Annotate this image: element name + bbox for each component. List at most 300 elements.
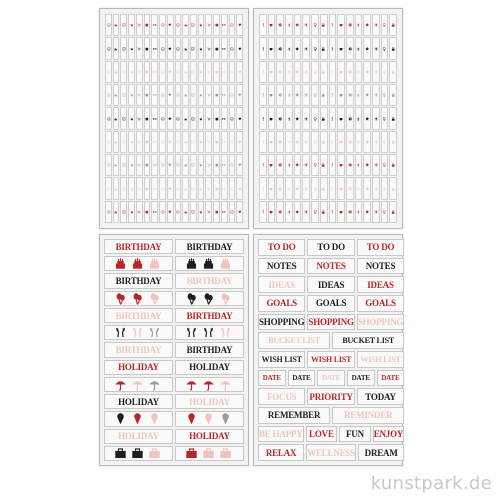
sticker-text: BUCKET LIST xyxy=(268,336,320,346)
cup-sticker xyxy=(268,107,276,129)
star-sticker xyxy=(363,177,371,199)
smiley-icon xyxy=(160,202,165,222)
plane-icon xyxy=(286,38,292,58)
smiley-icon xyxy=(160,132,165,152)
lock-sticker xyxy=(389,201,397,223)
sticker-text: IDEAS xyxy=(367,279,394,290)
plane-icon xyxy=(356,202,362,222)
gift-icon xyxy=(214,178,219,198)
plane-sticker xyxy=(355,131,363,153)
sticker-text: DATE xyxy=(292,373,311,382)
phone-icon xyxy=(199,62,204,82)
cup-icon xyxy=(338,155,344,175)
cup-icon xyxy=(269,108,275,128)
gift-icon xyxy=(145,132,150,152)
star-icon xyxy=(364,202,370,222)
star-icon xyxy=(364,132,370,152)
label-sticker xyxy=(357,258,404,275)
dumbbell-icon xyxy=(222,155,227,175)
thumb-icon xyxy=(183,85,188,105)
star-sticker xyxy=(294,201,302,223)
suitcase-icon xyxy=(114,447,129,460)
star-sticker xyxy=(294,84,302,106)
label-sticker xyxy=(258,239,305,256)
heart-sticker xyxy=(167,84,174,106)
cart-sticker xyxy=(205,154,212,176)
star-sticker xyxy=(294,14,302,36)
sun-sticker xyxy=(372,107,380,129)
exclaim-icon xyxy=(330,178,336,198)
star-icon xyxy=(295,85,301,105)
phone-sticker xyxy=(198,61,205,83)
thumb-icon xyxy=(114,202,119,222)
label-sticker xyxy=(347,370,375,387)
phone-sticker xyxy=(128,14,135,36)
cup-sticker xyxy=(337,177,345,199)
glasses-icon xyxy=(131,326,146,339)
gear-sticker xyxy=(276,201,284,223)
lock-sticker xyxy=(389,131,397,153)
plane-icon xyxy=(356,155,362,175)
gear-icon xyxy=(277,155,283,175)
lock-sticker xyxy=(389,61,397,83)
sticker-text: BIRTHDAY xyxy=(115,276,162,287)
check-sticker xyxy=(190,61,197,83)
lock-sticker xyxy=(389,84,397,106)
plane-icon xyxy=(286,202,292,222)
phone-sticker xyxy=(128,177,135,199)
label-sticker xyxy=(175,360,244,375)
heart-sticker xyxy=(236,131,243,153)
label-sticker xyxy=(307,239,354,256)
bulb-sticker xyxy=(311,177,319,199)
gear-icon xyxy=(277,178,283,198)
cake-icon xyxy=(148,257,163,270)
sticker-text: GOALS xyxy=(365,298,396,309)
cup-sticker xyxy=(337,107,345,129)
label-sticker xyxy=(104,273,173,288)
star-icon xyxy=(364,85,370,105)
star-sticker xyxy=(363,61,371,83)
check-sticker xyxy=(120,177,127,199)
bulb-sticker xyxy=(381,107,389,129)
umbrella-icon xyxy=(202,378,217,391)
star-icon xyxy=(295,15,301,35)
smiley-icon xyxy=(176,155,181,175)
sun-sticker xyxy=(372,131,380,153)
sun-icon xyxy=(373,85,379,105)
sun-icon xyxy=(373,178,379,198)
icecream-icon xyxy=(131,412,146,425)
label-sticker xyxy=(175,308,244,323)
cart-icon xyxy=(137,108,142,128)
icecream-icon xyxy=(219,412,234,425)
exclaim-sticker xyxy=(259,107,267,129)
exclaim-sticker xyxy=(259,131,267,153)
lock-icon xyxy=(390,202,396,222)
heart-sticker xyxy=(167,177,174,199)
heart-icon xyxy=(168,178,173,198)
gift-sticker xyxy=(213,201,220,223)
lock-icon xyxy=(321,178,327,198)
dumbbell-icon xyxy=(152,155,157,175)
label-sticker xyxy=(175,239,244,254)
watermark: kunstpark.de xyxy=(370,473,492,494)
smiley-sticker xyxy=(105,107,112,129)
umbrella-sticker-strip xyxy=(104,377,173,392)
lock-sticker xyxy=(389,14,397,36)
check-icon xyxy=(121,132,126,152)
gift-icon xyxy=(145,62,150,82)
sun-sticker xyxy=(302,154,310,176)
gear-sticker xyxy=(346,84,354,106)
cup-icon xyxy=(338,62,344,82)
cart-sticker xyxy=(136,154,143,176)
icecream-icon xyxy=(148,412,163,425)
gift-icon xyxy=(145,202,150,222)
cart-icon xyxy=(137,85,142,105)
bulb-icon xyxy=(382,108,388,128)
lock-sticker xyxy=(320,37,328,59)
lock-icon xyxy=(390,15,396,35)
bulb-sticker xyxy=(311,61,319,83)
gift-icon xyxy=(145,38,150,58)
exclaim-icon xyxy=(260,202,266,222)
check-sticker xyxy=(190,37,197,59)
smiley-sticker xyxy=(159,177,166,199)
exclaim-sticker xyxy=(259,177,267,199)
sticker-text: IDEAS xyxy=(317,279,345,290)
sticker-text: WISH LIST xyxy=(310,354,352,364)
check-sticker xyxy=(190,107,197,129)
exclaim-sticker xyxy=(329,201,337,223)
balloon-sticker-strip xyxy=(175,291,244,306)
thumb-sticker xyxy=(113,14,120,36)
cup-icon xyxy=(269,62,275,82)
thumb-icon xyxy=(183,202,188,222)
dumbbell-sticker xyxy=(221,107,228,129)
star-sticker xyxy=(363,131,371,153)
check-icon xyxy=(121,202,126,222)
sticker-text: LOVE xyxy=(309,428,334,439)
smiley-sticker xyxy=(175,37,182,59)
label-sticker xyxy=(358,444,404,461)
label-sticker xyxy=(306,444,356,461)
icecream-icon xyxy=(185,412,200,425)
sticker-text: NOTES xyxy=(316,260,346,271)
cake-icon xyxy=(219,257,234,270)
heart-sticker xyxy=(167,37,174,59)
gift-icon xyxy=(214,108,219,128)
gift-sticker xyxy=(144,107,151,129)
cart-icon xyxy=(137,15,142,35)
sun-sticker xyxy=(372,177,380,199)
bulb-icon xyxy=(312,108,318,128)
sticker-text: TODAY xyxy=(365,391,396,402)
gear-sticker xyxy=(346,37,354,59)
dumbbell-sticker xyxy=(151,14,158,36)
cup-sticker xyxy=(268,131,276,153)
exclaim-sticker xyxy=(329,14,337,36)
star-icon xyxy=(364,178,370,198)
smiley-icon xyxy=(106,38,111,58)
dumbbell-icon xyxy=(152,38,157,58)
sticker-text: NOTES xyxy=(365,260,396,271)
gear-icon xyxy=(347,15,353,35)
thumb-icon xyxy=(114,132,119,152)
cart-icon xyxy=(206,15,211,35)
sticker-text: HOLIDAY xyxy=(189,431,230,442)
lock-icon xyxy=(321,132,327,152)
suitcase-sticker-strip xyxy=(175,446,244,461)
phone-icon xyxy=(129,155,134,175)
smiley-sticker xyxy=(105,201,112,223)
smiley-sticker xyxy=(229,84,236,106)
bulb-sticker xyxy=(381,84,389,106)
smiley-sticker xyxy=(175,84,182,106)
heart-sticker xyxy=(236,177,243,199)
star-icon xyxy=(295,178,301,198)
label-sticker xyxy=(357,388,404,405)
label-sticker xyxy=(307,388,354,405)
cart-sticker xyxy=(136,177,143,199)
heart-sticker xyxy=(236,37,243,59)
check-sticker xyxy=(190,177,197,199)
plane-icon xyxy=(286,85,292,105)
heart-icon xyxy=(237,85,242,105)
dumbbell-sticker xyxy=(151,131,158,153)
sun-icon xyxy=(303,155,309,175)
dumbbell-icon xyxy=(222,202,227,222)
gear-icon xyxy=(347,62,353,82)
thumb-icon xyxy=(114,108,119,128)
dumbbell-icon xyxy=(222,62,227,82)
label-sticker xyxy=(258,444,304,461)
dumbbell-icon xyxy=(152,132,157,152)
sticker-text: HOLIDAY xyxy=(189,362,230,373)
label-sticker xyxy=(306,426,338,443)
bulb-sticker xyxy=(311,131,319,153)
sun-icon xyxy=(303,62,309,82)
dumbbell-sticker xyxy=(151,154,158,176)
phone-sticker xyxy=(128,37,135,59)
sticker-text: HOLIDAY xyxy=(118,396,159,407)
glasses-icon xyxy=(114,326,129,339)
gear-sticker xyxy=(276,14,284,36)
smiley-icon xyxy=(176,132,181,152)
lock-icon xyxy=(321,62,327,82)
exclaim-sticker xyxy=(329,131,337,153)
plane-icon xyxy=(356,108,362,128)
plane-icon xyxy=(356,38,362,58)
bulb-sticker xyxy=(381,37,389,59)
cart-icon xyxy=(137,62,142,82)
gift-sticker xyxy=(213,84,220,106)
exclaim-icon xyxy=(260,15,266,35)
bulb-sticker xyxy=(311,154,319,176)
bulb-sticker xyxy=(381,131,389,153)
suitcase-icon xyxy=(131,447,146,460)
cup-sticker xyxy=(268,201,276,223)
sticker-text: WELLNESS xyxy=(307,447,356,458)
heart-sticker xyxy=(236,107,243,129)
sticker-text: IDEAS xyxy=(268,279,295,290)
smiley-icon xyxy=(176,62,181,82)
check-icon xyxy=(191,108,196,128)
heart-sticker xyxy=(167,154,174,176)
glasses-sticker-strip xyxy=(104,325,173,340)
phone-icon xyxy=(199,15,204,35)
sun-sticker xyxy=(302,201,310,223)
plane-sticker xyxy=(355,107,363,129)
sun-icon xyxy=(303,132,309,152)
heart-sticker xyxy=(167,107,174,129)
star-icon xyxy=(364,62,370,82)
heart-sticker xyxy=(236,61,243,83)
gear-icon xyxy=(277,38,283,58)
gift-sticker xyxy=(144,37,151,59)
sticker-text: REMEMBER xyxy=(267,410,321,421)
check-icon xyxy=(121,85,126,105)
sticker-row xyxy=(258,370,404,387)
gift-sticker xyxy=(144,61,151,83)
exclaim-sticker xyxy=(329,84,337,106)
star-sticker xyxy=(294,154,302,176)
phone-icon xyxy=(129,178,134,198)
check-icon xyxy=(191,85,196,105)
heart-icon xyxy=(168,38,173,58)
star-icon xyxy=(364,15,370,35)
gift-sticker xyxy=(144,14,151,36)
plane-icon xyxy=(356,178,362,198)
thumb-icon xyxy=(114,38,119,58)
exclaim-sticker xyxy=(259,201,267,223)
sticker-row xyxy=(258,239,404,256)
check-icon xyxy=(191,178,196,198)
phone-sticker xyxy=(198,84,205,106)
cup-icon xyxy=(269,85,275,105)
label-sticker xyxy=(175,429,244,444)
dumbbell-sticker xyxy=(151,37,158,59)
heart-icon xyxy=(237,178,242,198)
bulb-icon xyxy=(312,38,318,58)
cart-sticker xyxy=(136,201,143,223)
exclaim-icon xyxy=(330,132,336,152)
check-icon xyxy=(121,178,126,198)
thumb-sticker xyxy=(113,201,120,223)
gift-sticker xyxy=(144,131,151,153)
smiley-icon xyxy=(106,202,111,222)
cup-icon xyxy=(338,15,344,35)
lock-sticker xyxy=(320,177,328,199)
thumb-sticker xyxy=(113,37,120,59)
exclaim-icon xyxy=(260,132,266,152)
exclaim-icon xyxy=(260,38,266,58)
thumb-sticker xyxy=(182,61,189,83)
smiley-sticker xyxy=(159,131,166,153)
gear-icon xyxy=(277,62,283,82)
gear-icon xyxy=(347,108,353,128)
gift-icon xyxy=(145,15,150,35)
lock-icon xyxy=(321,155,327,175)
smiley-icon xyxy=(230,85,235,105)
lock-sticker xyxy=(389,154,397,176)
exclaim-sticker xyxy=(329,177,337,199)
smiley-sticker xyxy=(229,107,236,129)
cart-icon xyxy=(206,178,211,198)
lock-icon xyxy=(321,15,327,35)
star-sticker xyxy=(363,37,371,59)
bulb-sticker xyxy=(381,177,389,199)
cart-icon xyxy=(137,155,142,175)
heart-icon xyxy=(168,155,173,175)
phone-icon xyxy=(199,38,204,58)
heart-sticker xyxy=(167,61,174,83)
sticker-sheet-icons-1 xyxy=(99,8,249,229)
star-icon xyxy=(364,108,370,128)
dumbbell-icon xyxy=(152,15,157,35)
smiley-sticker xyxy=(175,14,182,36)
check-sticker xyxy=(120,37,127,59)
cup-icon xyxy=(269,155,275,175)
plane-icon xyxy=(286,132,292,152)
phone-icon xyxy=(129,62,134,82)
sticker-text: BE HAPPY xyxy=(259,428,303,439)
label-sticker xyxy=(317,370,345,387)
sticker-text: BIRTHDAY xyxy=(186,310,233,321)
bulb-icon xyxy=(382,132,388,152)
smiley-icon xyxy=(106,85,111,105)
label-sticker xyxy=(258,276,305,293)
cart-sticker xyxy=(136,84,143,106)
cup-icon xyxy=(269,15,275,35)
sticker-text: TO DO xyxy=(366,242,395,253)
thumb-sticker xyxy=(113,61,120,83)
smiley-sticker xyxy=(159,37,166,59)
gift-sticker xyxy=(213,131,220,153)
smiley-sticker xyxy=(105,131,112,153)
cup-icon xyxy=(338,132,344,152)
lock-icon xyxy=(321,38,327,58)
exclaim-sticker xyxy=(259,37,267,59)
bulb-icon xyxy=(382,38,388,58)
exclaim-sticker xyxy=(259,14,267,36)
lock-sticker xyxy=(320,107,328,129)
label-sticker xyxy=(288,370,316,387)
sun-sticker xyxy=(372,14,380,36)
heart-icon xyxy=(168,202,173,222)
dumbbell-icon xyxy=(222,132,227,152)
gift-sticker xyxy=(213,61,220,83)
label-sticker xyxy=(175,342,244,357)
heart-icon xyxy=(168,62,173,82)
star-icon xyxy=(295,108,301,128)
bulb-sticker xyxy=(381,154,389,176)
sticker-text: BIRTHDAY xyxy=(186,241,233,252)
smiley-sticker xyxy=(175,61,182,83)
cart-sticker xyxy=(136,14,143,36)
plane-sticker xyxy=(355,154,363,176)
phone-icon xyxy=(129,38,134,58)
dumbbell-icon xyxy=(152,108,157,128)
dumbbell-icon xyxy=(222,38,227,58)
cup-sticker xyxy=(337,154,345,176)
balloon-icon xyxy=(202,292,217,305)
lock-icon xyxy=(390,85,396,105)
smiley-sticker xyxy=(229,61,236,83)
balloon-icon xyxy=(114,292,129,305)
dumbbell-sticker xyxy=(151,107,158,129)
